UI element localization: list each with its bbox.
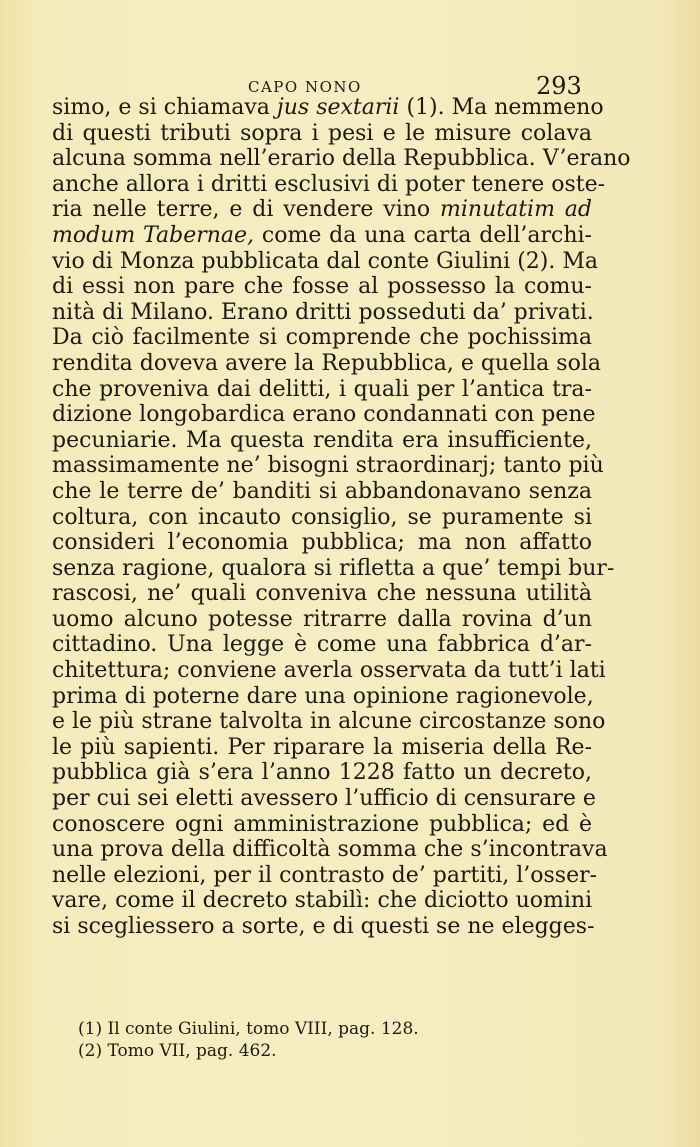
- text-line: [52, 530, 592, 556]
- text-line: [52, 760, 592, 786]
- text-line: [52, 632, 592, 658]
- text-segment: rendita doveva avere la Repubblica, e quella sola: [52, 350, 601, 376]
- text-line: [52, 505, 592, 531]
- text-segment: come da una carta dell’archi-: [254, 222, 592, 248]
- text-line: [52, 350, 601, 377]
- text-line: [52, 684, 592, 710]
- text-segment: Da ciò facilmente si comprende che pochissima: [52, 325, 592, 351]
- running-head: CAPO NONO: [248, 78, 362, 96]
- text-line: [52, 812, 592, 838]
- text-line: [52, 121, 592, 147]
- text-segment: alcuna somma nell’erario della Repubblica. V’erano: [52, 146, 631, 172]
- text-line: [52, 914, 595, 940]
- italic-text: modum Tabernae,: [52, 222, 255, 248]
- text-line: [52, 862, 598, 889]
- body-text: [52, 95, 631, 940]
- text-segment: di questi tributi sopra i pesi e le misure colava: [52, 120, 592, 146]
- text-line: [52, 274, 592, 300]
- text-line: [52, 786, 596, 812]
- text-segment: vare, come il decreto stabilì: che diciotto uomini: [52, 888, 593, 914]
- text-line: [52, 607, 592, 633]
- text-line: [52, 581, 592, 607]
- text-line: [52, 555, 615, 582]
- text-segment: pecuniarie. Ma questa rendita era insufficiente,: [52, 427, 592, 453]
- text-segment: di essi non pare che fosse al possesso la comu-: [52, 274, 592, 300]
- text-line: [52, 735, 592, 761]
- text-segment: nelle elezioni, per il contrasto de’ partiti, l’osser-: [52, 862, 598, 888]
- text-segment: simo, e si chiamava: [52, 95, 277, 120]
- footnote-1: (1) Il conte Giulini, tomo VIII, pag. 128.: [78, 1019, 419, 1039]
- text-segment: uomo alcuno potesse ritrarre dalla rovina d’un: [52, 606, 592, 632]
- text-line: [52, 888, 592, 914]
- text-line: [52, 95, 604, 121]
- text-line: [52, 248, 598, 275]
- text-segment: (1). Ma nemmeno: [399, 95, 604, 120]
- text-line: [52, 146, 631, 172]
- italic-text: minutatim ad: [440, 197, 592, 223]
- text-segment: e le più strane talvolta in alcune circostanze sono: [52, 709, 606, 735]
- text-line: [52, 223, 592, 249]
- text-segment: dizione longobardica erano condannati con pene: [52, 402, 596, 428]
- text-segment: rascosi, ne’ quali conveniva che nessuna utilità: [52, 581, 592, 607]
- text-segment: cittadino. Una legge è come una fabbrica d’ar-: [52, 632, 592, 658]
- text-segment: senza ragione, qualora si rifletta a que’ tempi bur-: [52, 555, 615, 581]
- text-line: [52, 709, 606, 735]
- text-line: [52, 453, 604, 479]
- text-segment: conoscere ogni amministrazione pubblica; ed è: [52, 811, 592, 837]
- text-line: [52, 171, 606, 198]
- text-line: [52, 377, 592, 403]
- text-segment: chitettura; conviene averla osservata da tutt’i lati: [52, 658, 606, 684]
- text-segment: prima di poterne dare una opinione ragionevole,: [52, 683, 594, 709]
- text-segment: nità di Milano. Erano dritti posseduti da’ privati.: [52, 299, 594, 325]
- text-segment: si scegliessero a sorte, e di questi se ne elegges-: [52, 914, 595, 939]
- text-line: [52, 837, 608, 863]
- text-segment: consideri l’economia pubblica; ma non affatto: [52, 530, 592, 556]
- text-line: [52, 197, 592, 223]
- italic-text: jus sextarii: [276, 95, 400, 120]
- text-line: [52, 402, 596, 428]
- page-number: 293: [536, 72, 582, 100]
- text-line: [52, 325, 592, 351]
- text-line: [52, 479, 592, 505]
- text-segment: vio di Monza pubblicata dal conte Giulini (2). Ma: [52, 248, 598, 274]
- text-line: [52, 300, 592, 326]
- text-segment: per cui sei eletti avessero l’ufficio di censurare e: [52, 786, 596, 812]
- text-segment: anche allora i dritti esclusivi di poter tenere oste-: [52, 171, 606, 197]
- text-segment: coltura, con incauto consiglio, se puramente si: [52, 504, 592, 530]
- text-segment: le più sapienti. Per riparare la miseria della Re-: [52, 734, 592, 760]
- text-segment: che le terre de’ banditi si abbandonavano senza: [52, 478, 592, 504]
- text-segment: pubblica già s’era l’anno 1228 fatto un decreto,: [52, 760, 592, 786]
- text-segment: ria nelle terre, e di vendere vino: [52, 197, 441, 223]
- text-segment: una prova della difficoltà somma che s’incontrava: [52, 837, 608, 863]
- text-segment: che proveniva dai delitti, i quali per l’antica tra-: [52, 376, 592, 402]
- footnote-2: (2) Tomo VII, pag. 462.: [78, 1041, 277, 1061]
- text-segment: massimamente ne’ bisogni straordinarj; tanto più: [52, 453, 604, 479]
- footnotes: [78, 1018, 498, 1062]
- text-line: [52, 658, 606, 684]
- text-line: [52, 428, 592, 454]
